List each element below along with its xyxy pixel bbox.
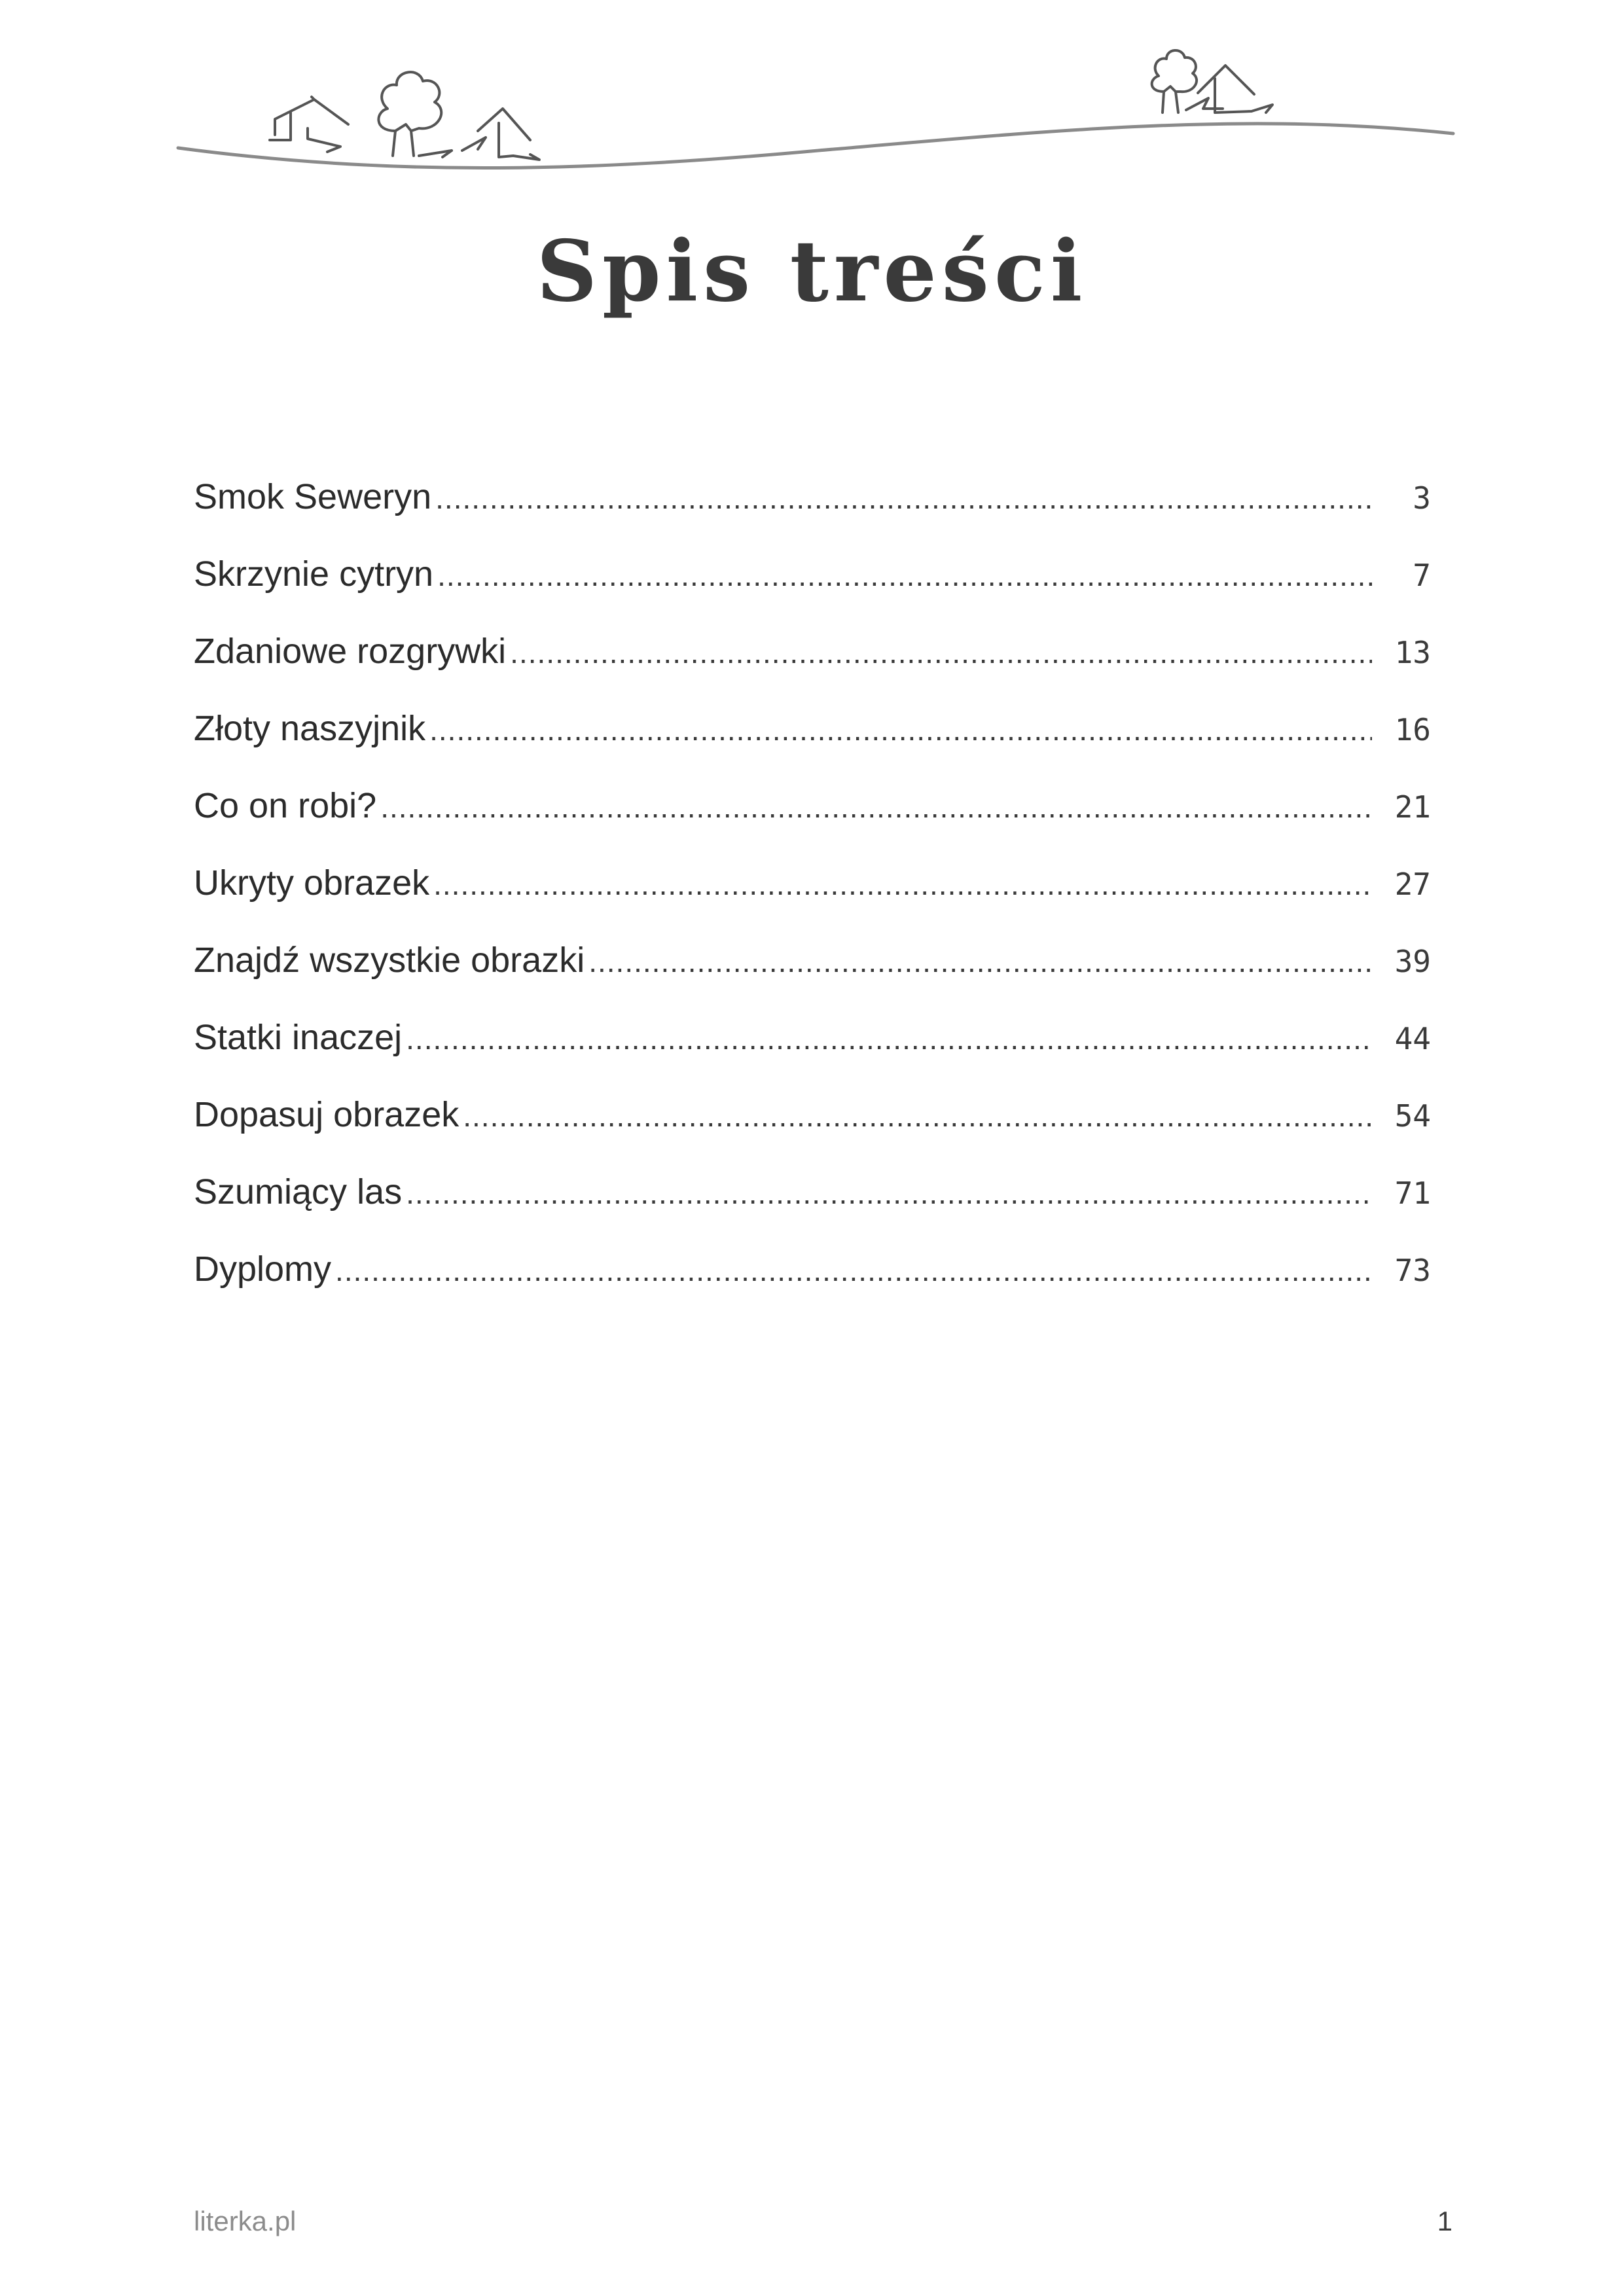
toc-dot-leader — [588, 923, 1372, 1000]
toc-entry-page: 3 — [1413, 480, 1431, 516]
toc-entry[interactable] — [194, 844, 1431, 922]
toc-entry-page: 73 — [1394, 1253, 1431, 1288]
toc-entry[interactable] — [194, 690, 1431, 767]
toc-entry[interactable] — [194, 1153, 1431, 1230]
toc-dot-leader — [433, 846, 1372, 923]
toc-entry-page: 7 — [1413, 558, 1431, 593]
toc-entry[interactable] — [194, 458, 1431, 535]
tree-icon — [1152, 50, 1197, 113]
toc-dot-leader — [380, 768, 1372, 846]
toc-entry-title: Dyplomy — [194, 1249, 332, 1289]
toc-dot-leader — [406, 1000, 1372, 1077]
toc-entry[interactable] — [194, 767, 1431, 844]
toc-entry-page: 54 — [1394, 1098, 1431, 1134]
toc-entry-title: Statki inaczej — [194, 1018, 403, 1057]
landscape-line-icon — [178, 124, 1453, 168]
house-icon — [462, 109, 539, 160]
toc-entry[interactable] — [194, 999, 1431, 1076]
toc-entry-page: 16 — [1394, 712, 1431, 747]
footer-site-name: literka.pl — [194, 2206, 297, 2236]
house-icon — [1186, 65, 1272, 113]
toc-entry-page: 44 — [1394, 1021, 1431, 1056]
toc-entry-page: 13 — [1394, 635, 1431, 670]
toc-entry[interactable] — [194, 1230, 1431, 1308]
tree-icon — [378, 72, 452, 157]
toc-dot-leader — [429, 691, 1372, 768]
page-title: Spis treści — [536, 223, 1088, 321]
toc-entry-title: Co on robi? — [194, 786, 377, 825]
toc-entry-page: 21 — [1394, 789, 1431, 825]
footer-page-number: 1 — [1437, 2206, 1453, 2236]
house-icon — [270, 97, 348, 152]
toc-entry-title: Smok Seweryn — [194, 477, 432, 516]
header-landscape-icon — [0, 0, 1624, 196]
toc-entry[interactable] — [194, 1076, 1431, 1153]
toc-dot-leader — [463, 1077, 1372, 1155]
toc-entry-page: 27 — [1394, 867, 1431, 902]
toc-entry-page: 39 — [1394, 944, 1431, 979]
toc-entry-title: Ukryty obrazek — [194, 863, 430, 903]
table-of-contents — [194, 458, 1431, 1308]
toc-entry-title: Zdaniowe rozgrywki — [194, 632, 507, 671]
toc-dot-leader — [335, 1232, 1372, 1309]
toc-entry-title: Znajdź wszystkie obrazki — [194, 941, 585, 980]
toc-dot-leader — [437, 537, 1372, 614]
toc-dot-leader — [510, 614, 1372, 691]
toc-entry-title: Szumiący las — [194, 1172, 403, 1211]
toc-entry-page: 71 — [1394, 1175, 1431, 1211]
toc-entry-title: Dopasuj obrazek — [194, 1095, 460, 1134]
toc-dot-leader — [406, 1155, 1372, 1232]
toc-dot-leader — [435, 459, 1372, 537]
toc-entry[interactable] — [194, 535, 1431, 613]
toc-entry[interactable] — [194, 613, 1431, 690]
toc-entry[interactable] — [194, 922, 1431, 999]
toc-entry-title: Złoty naszyjnik — [194, 709, 426, 748]
toc-entry-title: Skrzynie cytryn — [194, 554, 434, 594]
